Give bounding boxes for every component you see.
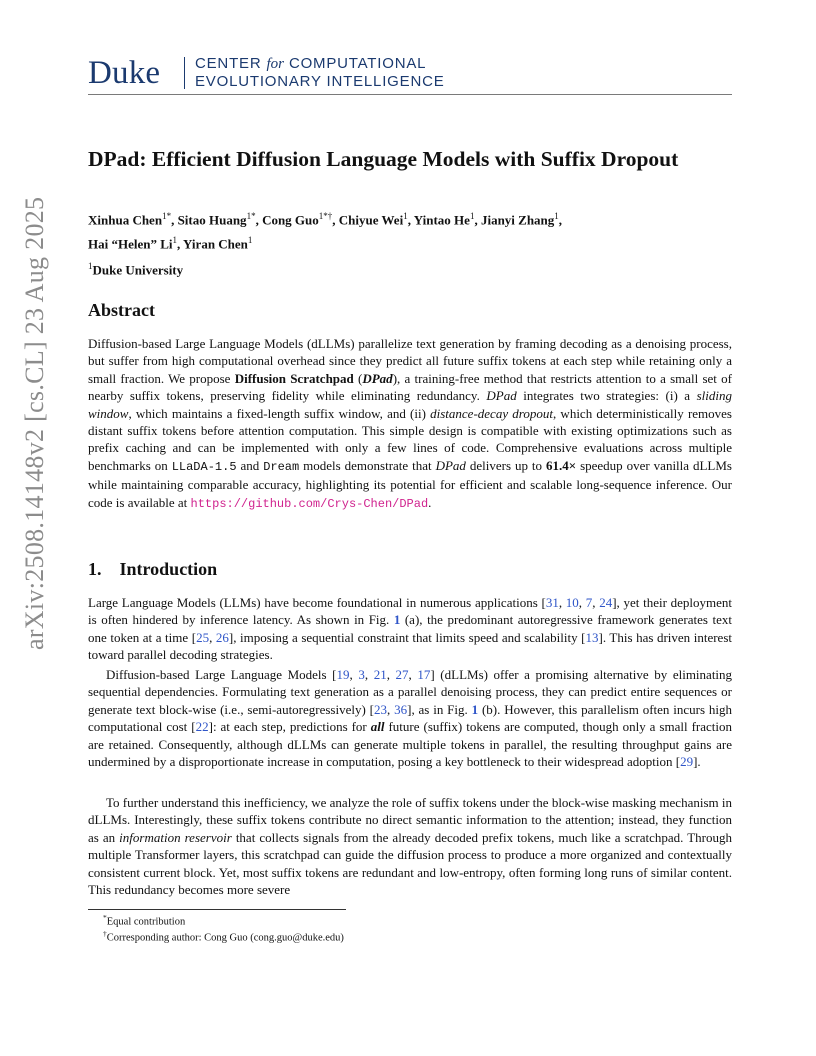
intro-paragraph-3: To further understand this inefficiency, we analyze the role of suffix tokens under the block-wise masking mechanism in dLLMs. Interestingly, these suffix tokens contribute no direct semantic information to the attention; instead, they function as an information reservoir that collects signals from the already decoded prefix tokens, much like a scratchpad. Through multiple Transformer layers, this scratchpad can guide the diffusion process to produce a more organized and contextually consistent current block. Yet, most suffix tokens are redundant and low-entropy, often forming long runs of similar content. This redundancy becomes more severe: [88, 795, 732, 898]
author: Hai “Helen” Li: [88, 236, 173, 252]
citation-link[interactable]: 22: [195, 719, 209, 735]
footnote-rule: [88, 909, 346, 910]
author: Sitao Huang: [177, 212, 247, 228]
citation-link[interactable]: 27: [395, 667, 409, 682]
footnote-equal-contribution: *Equal contribution: [103, 913, 186, 928]
author-list: [88, 206, 732, 255]
paper-title: DPad: Efficient Diffusion Language Models with Suffix Dropout: [88, 147, 679, 171]
citation-link[interactable]: 29: [680, 754, 694, 770]
abstract-body: Diffusion-based Large Language Models (dLLMs) parallelize text generation by framing decoding as a denoising process, but suffer from high computational overhead since they predict all future suffix tokens at each step while retaining only a small fraction. We propose Diffusion Scratchpad (DPad), a training-free method that restricts attention to a small set of nearby suffix tokens, preserving fidelity while eliminating redundancy. DPad integrates two strategies: (i) a sliding window, which maintains a fixed-length suffix window, and (ii) distance-decay dropout, which deterministically removes distant suffix tokens before attention computation. This simple design is compatible with existing optimizations such as prefix caching and can be implemented with only a few lines of code. Comprehensive evaluations across multiple benchmarks on LLaDA-1.5 and Dream models demonstrate that DPad delivers up to 61.4× speedup over vanilla dLLMs while maintaining comparable accuracy, highlighting its potential for efficient and scalable long-sequence inference. Our code is available at https://github.com/Crys-Chen/DPad.: [88, 336, 732, 511]
logo-divider: [184, 57, 185, 89]
author: Chiyue Wei: [338, 212, 404, 228]
citation-link[interactable]: 19: [336, 667, 350, 682]
citation-link[interactable]: 36: [394, 701, 408, 717]
author: Cong Guo: [262, 212, 319, 228]
footnote-corresponding-author: †Corresponding author: Cong Guo (cong.guo@duke.edu): [103, 929, 344, 944]
author: Yiran Chen: [183, 236, 248, 252]
figure-reference-link[interactable]: 1: [393, 612, 401, 628]
author: Xinhua Chen: [88, 212, 163, 228]
citation-link[interactable]: 21: [373, 667, 387, 682]
affiliation: $^1$Duke University: [88, 261, 184, 278]
citation-link[interactable]: 25: [196, 629, 210, 645]
citation-link[interactable]: 7: [585, 595, 593, 610]
center-name-line2: EVOLUTIONARY INTELLIGENCE: [195, 73, 445, 90]
citation-link[interactable]: 26: [215, 629, 229, 645]
duke-cei-logo: [88, 52, 732, 96]
citation-link[interactable]: 13: [585, 629, 599, 645]
introduction-heading: 1. Introduction: [88, 559, 218, 579]
citation-link[interactable]: 31: [545, 595, 559, 610]
intro-paragraph-2: Diffusion-based Large Language Models [19, 3, 21, 27, 17] (dLLMs) offer a promising alternative by eliminating sequential dependencies. Formulating text generation as a parallel denoising process, they can predict entire sequences or generate text block-wise (i.e., semi-autoregressively) [23, 36], as in Fig. 1 (b). However, this parallelism often incurs high computational cost [22]: at each step, predictions for all future (suffix) tokens are computed, though only a small fraction are retained. Consequently, although dLLMs can generate multiple tokens in parallel, the resulting throughput gains are undermined by a disproportionate increase in computation, posing a key bottleneck to their widespread adoption [29].: [88, 667, 733, 770]
arxiv-identifier: arXiv:2508.14148v2 [cs.CL] 23 Aug 2025: [20, 196, 49, 650]
citation-link[interactable]: 23: [374, 701, 387, 717]
citation-link[interactable]: 17: [417, 667, 431, 682]
abstract-heading: Abstract: [88, 300, 155, 320]
author: Yintao He: [413, 212, 470, 228]
intro-paragraph-1: Large Language Models (LLMs) have become foundational in numerous applications [31, 10, 7, 24], yet their deployment is often hindered by inference latency. As shown in Fig. 1 (a), the predominant autoregressive framework generates text one token at a time [25, 26], imposing a sequential constraint that limits speed and scalability [13]. This has driven interest toward parallel decoding strategies.: [88, 595, 733, 663]
center-name-line1: CENTER for COMPUTATIONAL: [195, 55, 427, 72]
citation-link[interactable]: 3: [358, 667, 365, 682]
author: Jianyi Zhang: [480, 212, 555, 228]
citation-link[interactable]: 10: [565, 595, 579, 610]
figure-reference-link[interactable]: 1: [471, 701, 479, 717]
citation-link[interactable]: 24: [599, 595, 613, 610]
duke-wordmark: Duke: [88, 55, 161, 91]
author-line-1: Xinhua Chen$^{1*}$, Sitao Huang$^{1*}$, Cong Guo$^{1*\dagger}$, Chiyue Wei$^1$, Yintao He$^1$, Jianyi Zhang$^1$,: [88, 211, 563, 228]
code-repo-link[interactable]: https://github.com/Crys-Chen/DPad: [190, 496, 429, 511]
author-line-2: Hai “Helen” Li$^1$, Yiran Chen$^1$: [88, 235, 253, 252]
header-rule: [88, 94, 732, 95]
